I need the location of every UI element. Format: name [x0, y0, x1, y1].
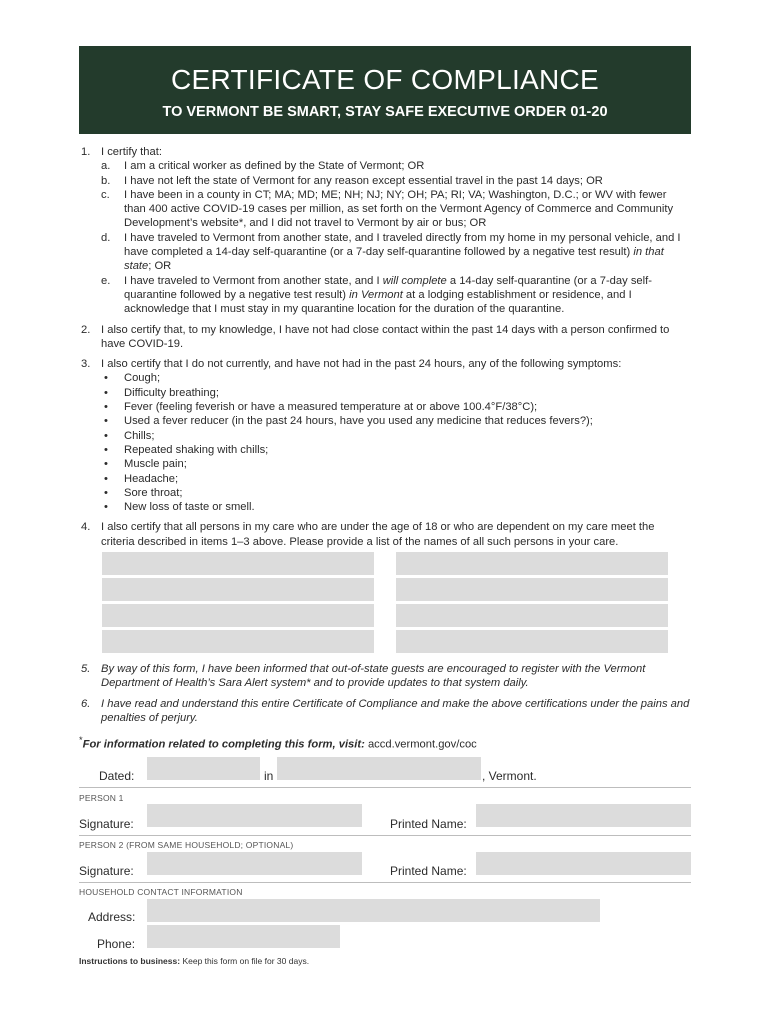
section-number: 2. — [81, 323, 91, 336]
bullet: • — [104, 386, 108, 399]
section-2 — [79, 323, 691, 352]
dated-label: Dated: — [99, 769, 135, 783]
section-2-text: I also certify that, to my knowledge, I have not had close contact within the past 14 days with a person confirmed to have COVID-19. — [101, 323, 670, 350]
phone-field[interactable] — [147, 925, 340, 948]
section-5-text: By way of this form, I have been informed that out-of-state guests are encouraged to register with the Vermont Department of Health’s Sara Alert system* and to provide updates to that system daily. — [101, 663, 646, 690]
symptom-text: Chills; — [124, 429, 155, 442]
bullet: • — [104, 429, 108, 442]
item-text: a 14-day self-quarantine (or a 7-day self-quarantine followed by a negative test result) — [124, 274, 652, 301]
section-5-block — [79, 662, 691, 725]
section-number: 6. — [81, 697, 91, 710]
item-text: I have traveled to Vermont from another state, and I traveled directly from my home in my personal vehicle, and I have completed a 14-day self-quarantine (or a 7-day self-quarantine followed by a negative test result) — [124, 231, 681, 259]
symptom-text: Muscle pain; — [124, 458, 187, 471]
household-heading: HOUSEHOLD CONTACT INFORMATION — [79, 887, 243, 897]
person-1-heading: PERSON 1 — [79, 793, 124, 803]
section-4-text: I also certify that all persons in my care who are under the age of 18 or who are dependent on my care meet the criteria described in items 1–3 above. Please provide a list of the names of all such persons in your care. — [101, 521, 655, 548]
person-1-printed-name-field[interactable] — [476, 804, 691, 827]
symptom-item — [101, 443, 691, 457]
instructions-label: Instructions to business: — [79, 956, 181, 966]
symptom-text: Headache; — [124, 472, 179, 485]
symptom-text: Cough; — [124, 372, 161, 385]
section-3 — [79, 357, 691, 514]
symptom-text: Sore throat; — [124, 486, 183, 499]
section-3-text: I also certify that I do not currently, and have not had in the past 24 hours, any of the following symptoms: — [101, 358, 622, 371]
item-text-italic: in that state — [124, 246, 664, 273]
item-text: at a lodging establishment or residence, and I acknowledge that I must stay in my quarantine location for the duration of the quarantine. — [124, 288, 632, 316]
section-4 — [79, 520, 691, 549]
footnote-mark: * — [79, 735, 83, 745]
symptom-text: New loss of taste or smell. — [124, 501, 255, 514]
symptom-item — [101, 429, 691, 443]
item-e — [101, 274, 691, 317]
page-subtitle: TO VERMONT BE SMART, STAY SAFE EXECUTIVE ORDER 01-20 — [162, 104, 608, 120]
printed-name-label: Printed Name: — [390, 864, 467, 878]
item-letter: d. — [101, 231, 111, 244]
bullet: • — [104, 401, 108, 414]
bullet: • — [104, 472, 108, 485]
signature-label: Signature: — [79, 864, 134, 878]
header-banner — [79, 46, 691, 134]
business-instructions — [79, 956, 309, 966]
symptom-text: Repeated shaking with chills; — [124, 443, 269, 456]
address-field[interactable] — [147, 899, 600, 922]
dependent-name-field[interactable] — [102, 604, 374, 627]
symptom-item — [101, 486, 691, 500]
in-label: in — [264, 769, 274, 783]
footnote-url[interactable]: accd.vermont.gov/coc — [364, 738, 477, 751]
item-letter: c. — [101, 188, 110, 201]
symptom-item — [101, 472, 691, 486]
item-text-italic: will complete — [379, 274, 447, 287]
item-b — [101, 174, 691, 188]
dependent-name-field[interactable] — [396, 578, 668, 601]
dependent-name-field[interactable] — [396, 552, 668, 575]
item-text: I have not left the state of Vermont for any reason except essential travel in the past 14 days; OR — [124, 174, 603, 187]
person-2-printed-name-field[interactable] — [476, 852, 691, 875]
symptom-item — [101, 371, 691, 385]
date-field[interactable] — [147, 757, 260, 780]
address-label: Address: — [88, 910, 136, 924]
item-c — [101, 188, 691, 231]
dependent-name-field[interactable] — [396, 604, 668, 627]
item-a — [101, 159, 691, 173]
printed-name-label: Printed Name: — [390, 817, 467, 831]
symptom-text: Difficulty breathing; — [124, 386, 219, 399]
section-number: 4. — [81, 521, 91, 534]
section-1-intro: I certify that: — [101, 146, 162, 158]
town-field[interactable] — [277, 757, 481, 780]
dependent-name-field[interactable] — [102, 578, 374, 601]
item-d — [101, 231, 691, 274]
person-2-heading: PERSON 2 (FROM SAME HOUSEHOLD; OPTIONAL) — [79, 840, 294, 850]
section-1 — [79, 145, 691, 317]
item-letter: b. — [101, 174, 111, 187]
person-2-signature-field[interactable] — [147, 852, 362, 875]
section-number: 3. — [81, 358, 91, 371]
symptom-item — [101, 500, 691, 514]
section-6-text: I have read and understand this entire Certificate of Compliance and make the above certifications under the pains and penalties of perjury. — [101, 697, 690, 724]
symptom-item — [101, 386, 691, 400]
person-1-signature-field[interactable] — [147, 804, 362, 827]
footnote-label: For information related to completing this form, visit: — [82, 738, 365, 751]
certification-list — [79, 145, 691, 549]
item-text: I am a critical worker as defined by the State of Vermont; OR — [124, 160, 425, 173]
dependent-name-field[interactable] — [396, 630, 668, 653]
signature-label: Signature: — [79, 817, 134, 831]
dependent-name-field[interactable] — [102, 552, 374, 575]
symptom-text: Fever (feeling feverish or have a measured temperature at or above 100.4°F/38°C); — [124, 401, 538, 414]
section-number: 5. — [81, 663, 91, 675]
item-letter: a. — [101, 160, 111, 173]
dependents-names-grid — [102, 552, 668, 655]
symptom-item — [101, 400, 691, 414]
vermont-label: , Vermont. — [482, 769, 537, 783]
symptom-item — [101, 457, 691, 471]
item-text-end: ; OR — [148, 260, 172, 273]
section-6 — [79, 697, 691, 726]
symptom-text: Used a fever reducer (in the past 24 hours, have you used any medicine that reduces fevers?); — [124, 415, 593, 428]
instructions-text: Keep this form on file for 30 days. — [180, 956, 310, 966]
item-text: I have traveled to Vermont from another state, and I — [124, 274, 380, 287]
bullet: • — [104, 372, 108, 385]
bullet: • — [104, 501, 108, 514]
divider — [79, 882, 691, 883]
item-letter: e. — [101, 274, 111, 287]
section-number: 1. — [81, 146, 91, 158]
item-text-italic: in Vermont — [346, 288, 403, 301]
phone-label: Phone: — [97, 937, 136, 951]
bullet: • — [104, 458, 108, 471]
symptom-item — [101, 414, 691, 428]
item-text: I have been in a county in CT; MA; MD; ME; NH; NJ; NY; OH; PA; RI; VA; Washington, D.C.; or WV with fewer than 400 active COVID-19 cases per million, as set forth on the Vermont Agency of Commerce and Community Development’s website*, and I did not travel to Vermont by air or bus; OR — [124, 188, 674, 230]
bullet: • — [104, 443, 108, 456]
divider — [79, 835, 691, 836]
page-title: CERTIFICATE OF COMPLIANCE — [170, 64, 600, 95]
dependent-name-field[interactable] — [102, 630, 374, 653]
bullet: • — [104, 415, 108, 428]
footnote — [79, 733, 691, 752]
section-5 — [79, 662, 691, 691]
divider — [79, 787, 691, 788]
bullet: • — [104, 486, 108, 499]
